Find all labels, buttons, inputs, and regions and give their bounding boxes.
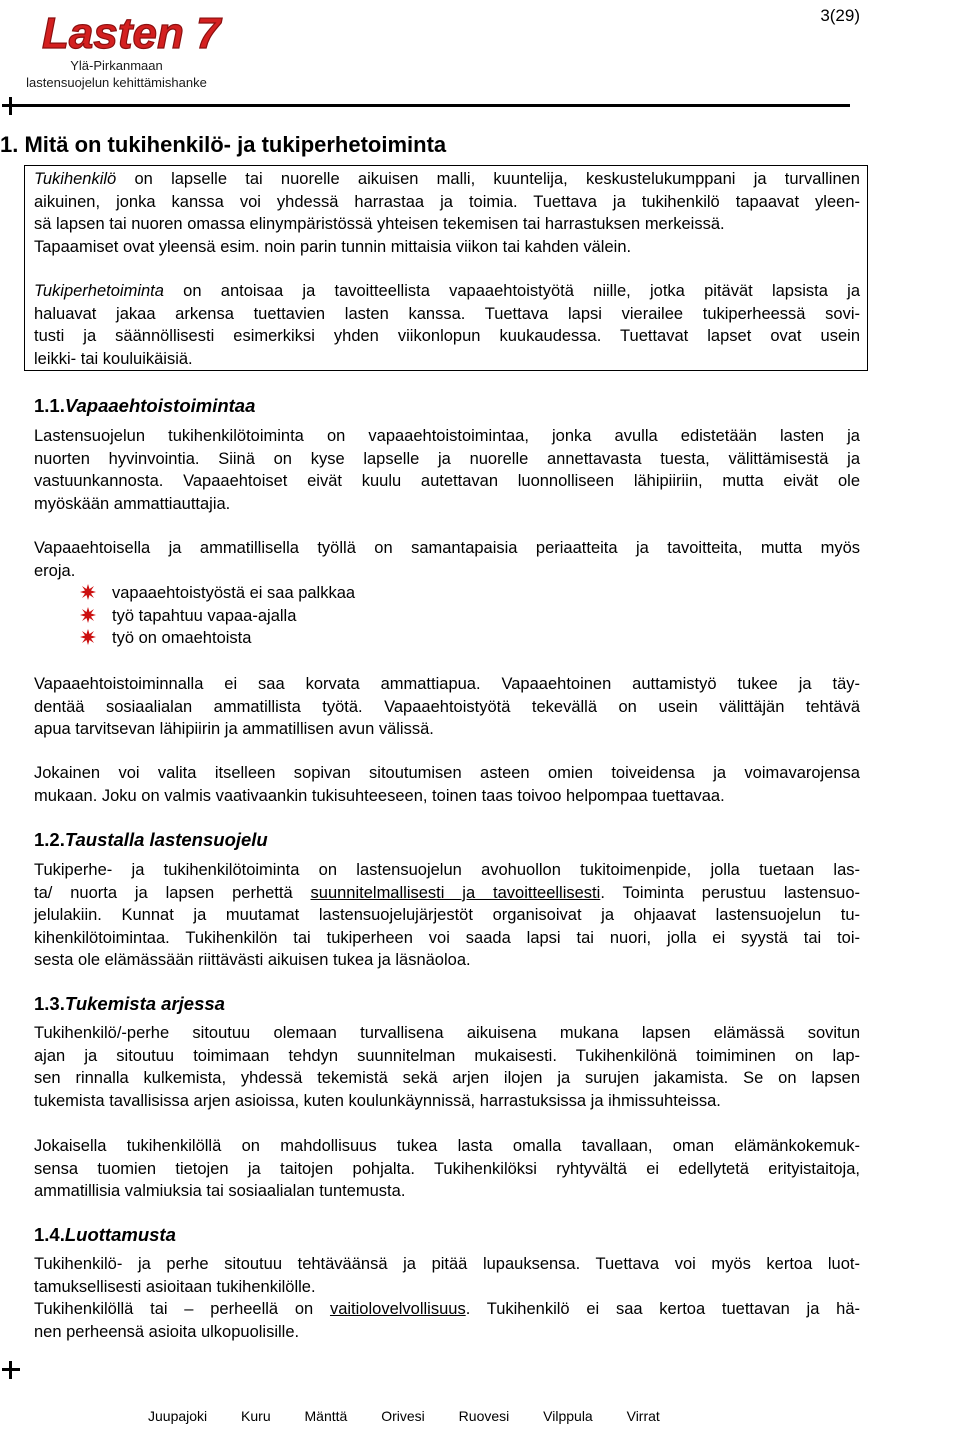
- list-item: työ on omaehtoista: [80, 627, 355, 650]
- heading-1-3: 1.3.Tukemista arjessa: [34, 993, 225, 1014]
- term-tukihenkilo: Tukihenkilö: [34, 170, 117, 188]
- list-item: vapaaehtoistyöstä ei saa palkkaa: [80, 582, 355, 605]
- municipality: Vilppula: [543, 1408, 593, 1424]
- underlined-phrase: vaitiolovelvollisuus: [329, 1300, 466, 1318]
- paragraph-1-1-c: Vapaaehtoistoiminnalla ei saa korvata ammattiapua. Vapaaehtoinen auttamistyö tukee ja täy- dentää sosiaalialan ammatillista työtä. Vapaaehtoistyötä tekevällä on usein välittäjän tehtävä apua tarvitsevan lähipiirin ja ammatillisen avun välissä.: [34, 675, 860, 738]
- definition-tukihenkilo: [34, 168, 860, 258]
- paragraph-1-1-a: Lastensuojelun tukihenkilötoiminta on vapaaehtoistoimintaa, jonka avulla edistetään lasten ja nuorten hyvinvointia. Siinä on kyse lapselle ja nuorelle annettavasta tuesta, välittämisestä ja vastuunkannosta. Vapaaehtoiset eivät kuulu autettavan luonnolliseen lähipiiriin, mutta eivät ole myöskään ammattiauttajia.: [34, 427, 860, 513]
- heading-1-4: 1.4.Luottamusta: [34, 1224, 176, 1245]
- municipality: Mänttä: [304, 1408, 348, 1424]
- heading-1-1: 1.1.Vapaaehtoistoimintaa: [34, 395, 256, 416]
- municipality: Kuru: [241, 1408, 271, 1424]
- paragraph-1-3-b: Jokaisella tukihenkilöllä on mahdollisuus tukea lasta omalla tavallaan, oman elämänkokemuk- sensa tuomien tietojen ja taitojen pohjalta. Tukihenkilöksi ryhtyvältä ei edellytetä erityistaitoja, ammatillisia valmiuksia tai sosiaalialan tuntemusta.: [34, 1137, 860, 1200]
- org-name-line1: Ylä-Pirkanmaan: [70, 58, 163, 73]
- heading-1-2: 1.2.Taustalla lastensuojelu: [34, 829, 268, 850]
- org-name-line2: lastensuojelun kehittämishanke: [26, 75, 207, 90]
- project-logo: [14, 2, 219, 94]
- municipality: Ruovesi: [458, 1408, 510, 1424]
- starburst-bullet-icon: [80, 584, 96, 600]
- paragraph-1-2: Tukiperhe- ja tukihenkilötoiminta on lastensuojelun avohuollon tukitoimenpide, jolla tuetaan las- ta/ nuorta ja lapsen perhettä suunnitelmallisesti ja tavoitteellisesti. Toiminta perustuu lastensuo- jelulakiin. Kunnat ja muutamat lastensuojelujärjestöt organisoivat ja ohjaavat lastensuojelun tu- kihenkilötoimintaa. Tukihenkilön tai tukiperheen voi saada lapsi tai nuori, jolla ei syystä tai toi- sesta ole elämässään riittävästi aikuisen tukea ja läsnäoloa.: [34, 861, 861, 969]
- paragraph-1-1-d: Jokainen voi valita itselleen sopivan sitoutumisen asteen omien toiveidensa ja voimavarojensa mukaan. Joku on valmis vaativaankin tukisuhteeseen, toinen taas toivoo helpompaa tuettavaa.: [34, 764, 860, 805]
- logo-graphic: [40, 2, 221, 60]
- logo-wordmark: Lasten 7: [42, 9, 221, 58]
- footer-municipalities: [148, 1408, 690, 1424]
- text-line: tusti ja säännöllisesti esimerkiksi yhden viikonlopun kuukaudessa. Tuettavat lapset ovat usein: [34, 327, 860, 345]
- text-line: leikki- tai kouluikäisiä.: [34, 349, 193, 368]
- text-line: Tukihenkilö on lapselle tai nuorelle aikuisen malli, kuuntelija, keskustelukumppani ja turvallinen: [34, 170, 860, 188]
- text-line: aikuinen, jonka kanssa voi yhdessä harrastaa ja toimia. Tuettava ja tukihenkilö tapaavat yleen-: [34, 192, 860, 211]
- text-line: sä lapsen tai nuoren omassa elinympäristössä yhteisen tekemisen tai harrastuksen merkeissä.: [34, 215, 725, 233]
- bullet-list: [80, 582, 355, 650]
- paragraph-1-4-a: Tukihenkilö- ja perhe sitoutuu tehtäväänsä ja pitää lupauksensa. Tuettava voi myös kertoa luot- tamuksellisesti asioitaan tukihenkilölle.: [34, 1255, 860, 1296]
- municipality: Orivesi: [381, 1408, 425, 1424]
- text-line: haluavat jakaa arkensa tuettavien lasten kanssa. Tuettava lapsi vierailee tukiperheessä sovi-: [34, 304, 860, 323]
- underlined-phrase: suunnitelmallisesti ja tavoitteellisesti: [310, 883, 601, 902]
- starburst-bullet-icon: [80, 607, 96, 623]
- paragraph-1-1-b: Vapaaehtoisella ja ammatillisella työllä on samantapaisia periaatteita ja tavoitteita, mutta myös eroja.: [34, 539, 860, 580]
- crop-mark-top-vertical: [9, 97, 12, 115]
- page-number: 3(29): [820, 6, 860, 25]
- crop-mark-bottom-vertical: [9, 1361, 12, 1379]
- list-item: työ tapahtuu vapaa-ajalla: [80, 605, 355, 628]
- paragraph-1-4-b: Tukihenkilöllä tai – perheellä on vaitiolovelvollisuus. Tukihenkilö ei saa kertoa tuettavan ja hä- nen perheensä asioita ulkopuolisille.: [34, 1300, 860, 1341]
- term-tukiperhetoiminta: Tukiperhetoiminta: [34, 282, 164, 300]
- text-line: Tapaamiset ovat yleensä esim. noin parin tunnin mittaisia viikon tai kahden välein.: [34, 237, 632, 256]
- starburst-bullet-icon: [80, 629, 96, 645]
- paragraph-1-3-a: Tukihenkilö/-perhe sitoutuu olemaan turvallisena aikuisena mukana lapsen elämässä sovitun ajan ja sitoutuu toimimaan tehdyn suunnitelman mukaisesti. Tukihenkilönä toimiminen on lap- sen rinnalla kulkemista, yhdessä tekemistä sekä arjen ilojen ja surujen jakamista. Se on lapsen tukemista tavallisissa arjen asioissa, kuten koulunkäynnissä, harrastuksissa ja ihmissuhteissa.: [34, 1024, 860, 1110]
- municipality: Virrat: [626, 1408, 660, 1424]
- page-title: 1. Mitä on tukihenkilö- ja tukiperhetoiminta: [0, 132, 447, 157]
- text-line: Tukiperhetoiminta on antoisaa ja tavoitteellista vapaaehtoistyötä niille, jotka pitävät lapsista ja: [34, 282, 860, 300]
- definition-tukiperhetoiminta: [34, 280, 860, 370]
- municipality: Juupajoki: [148, 1408, 208, 1424]
- header-rule: [14, 104, 850, 107]
